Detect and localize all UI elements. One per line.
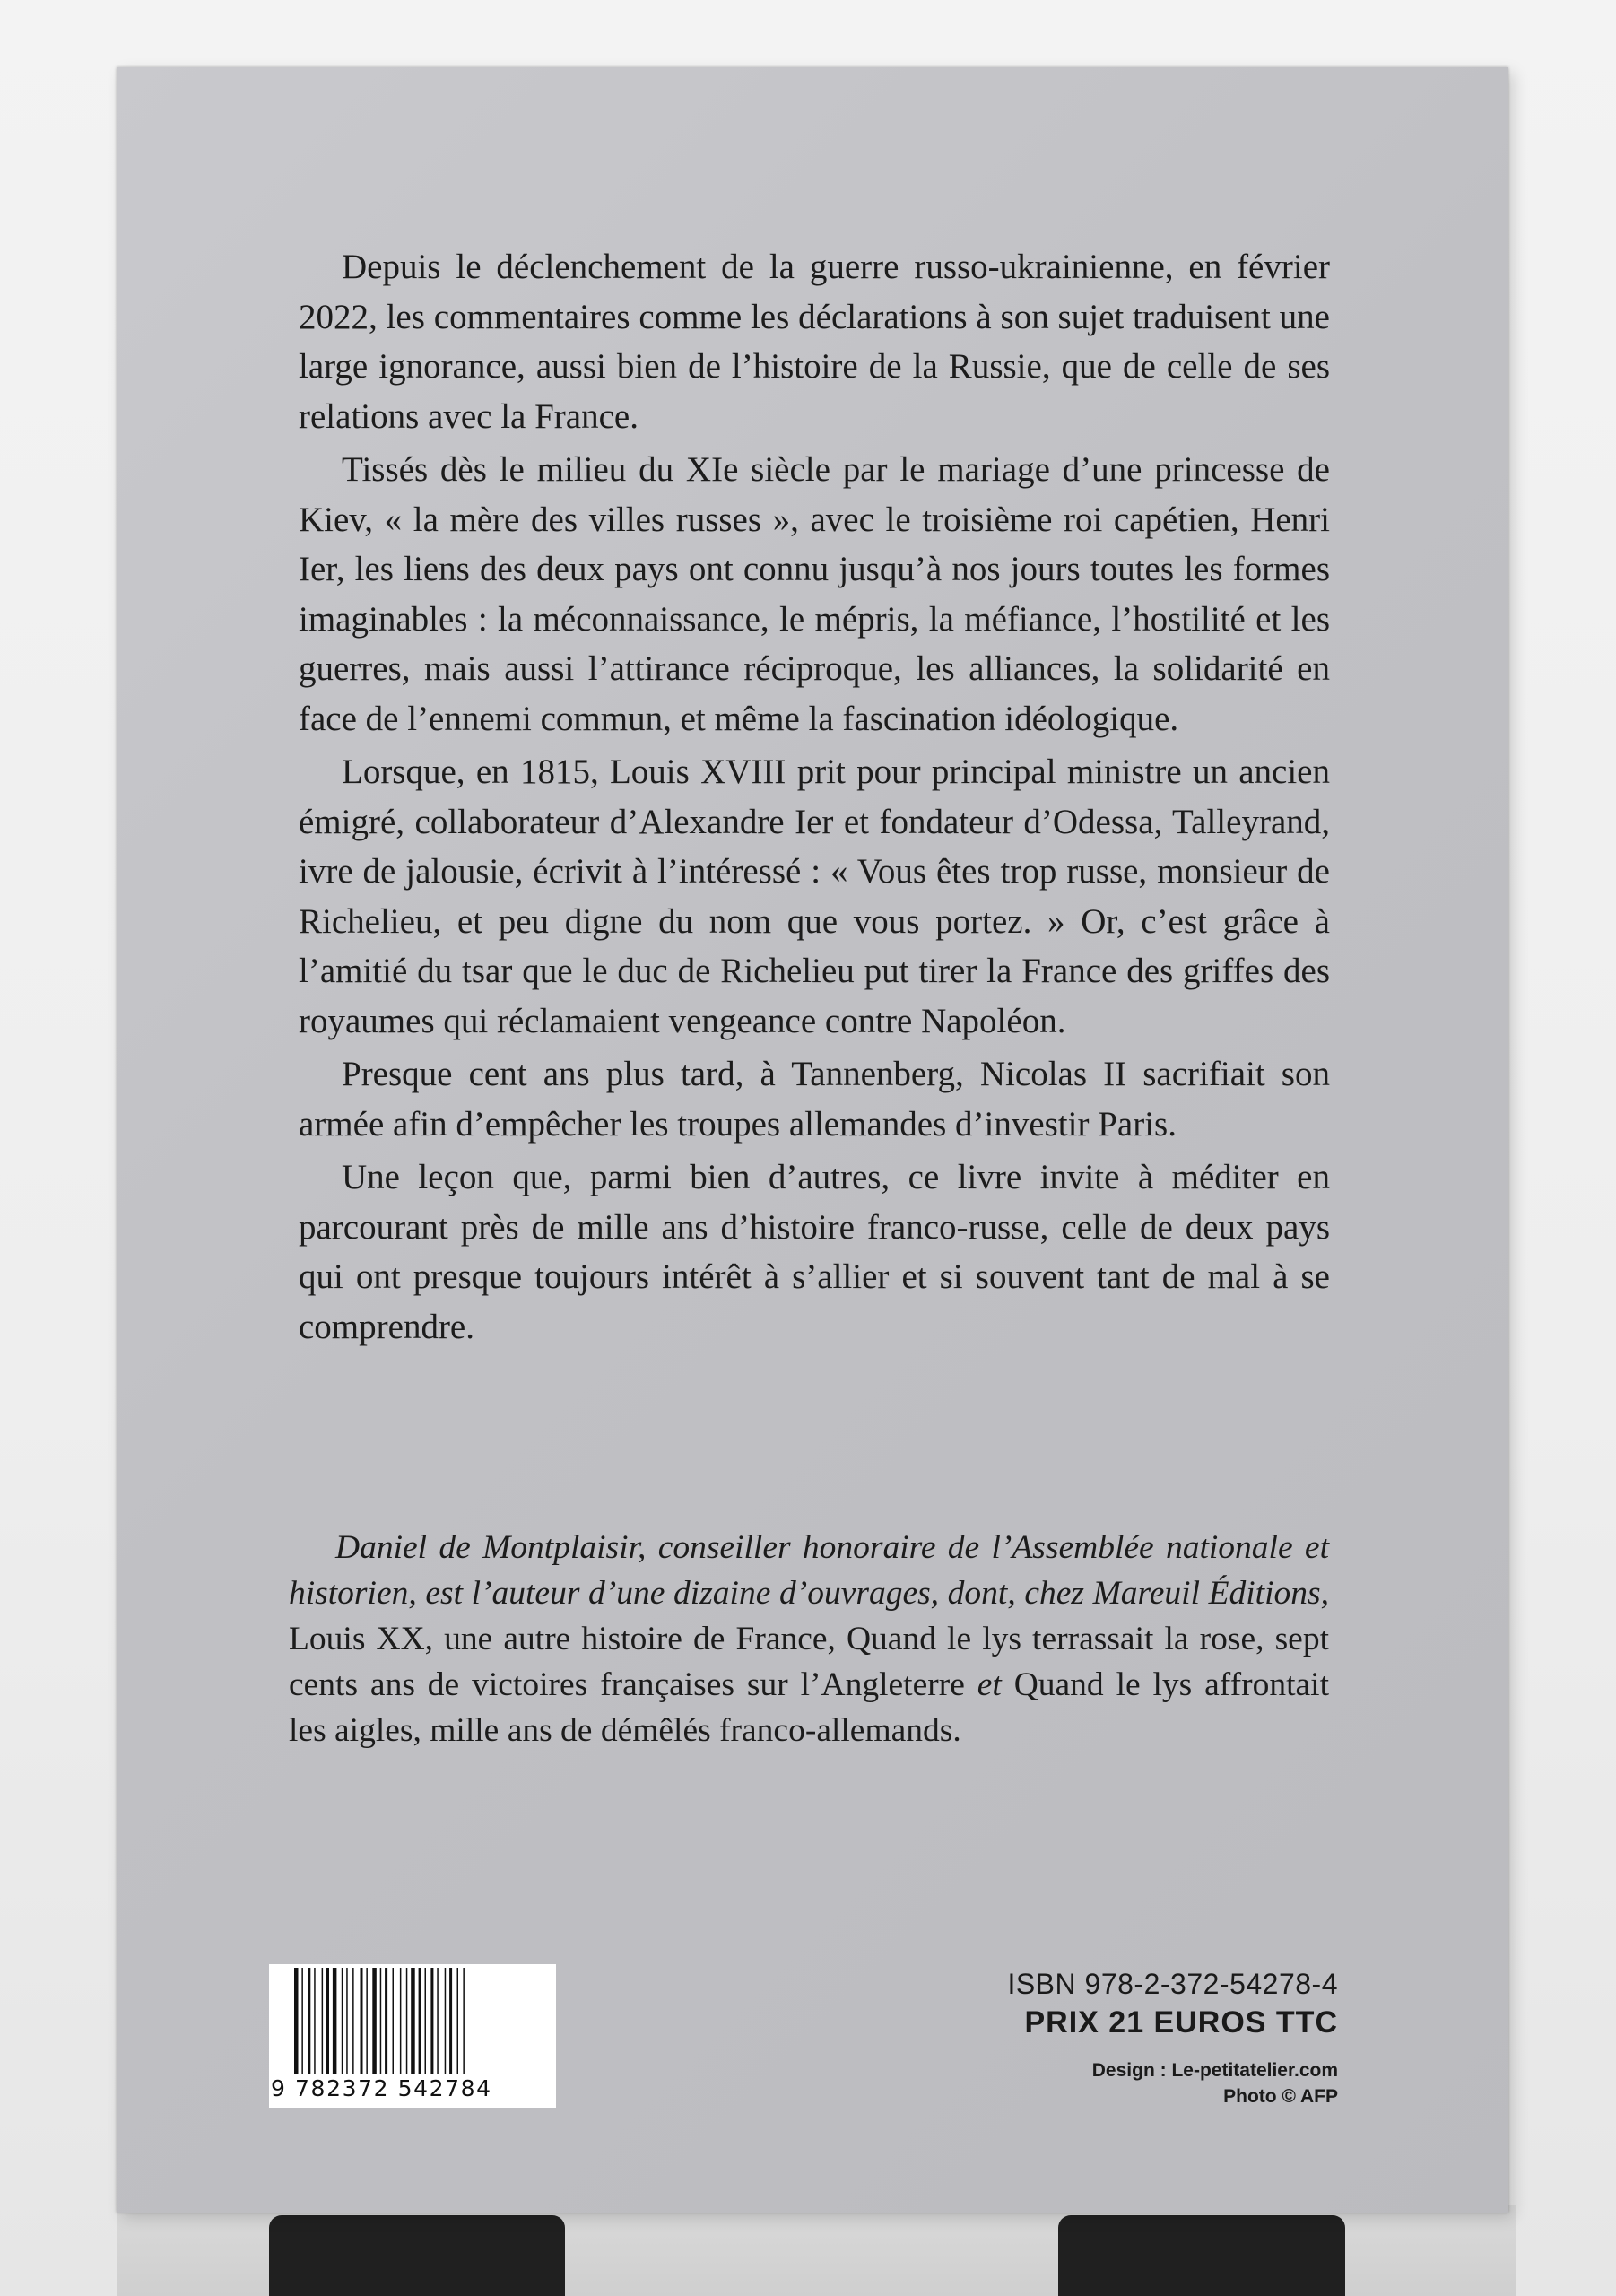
barcode-bar (449, 1968, 452, 2074)
blurb-paragraph-3: Lorsque, en 1815, Louis XVIII prit pour principal ministre un ancien émigré, collaborateur d’Alexandre Ier et fondateur d’Odessa, Talleyrand, ivre de jalousie, écrivit à l’intéressé : « Vous êtes trop russe, monsieur de Richelieu, et peu digne du nom que vous portez. » Or, c’est grâce à l’amitié du tsar que le duc de Richelieu put tirer la France des griffes des royaumes qui réclamaient vengeance contre Napoléon. (299, 752, 1330, 1040)
barcode-bar (406, 1968, 408, 2074)
barcode-bar (437, 1968, 439, 2074)
barcode-bar (463, 1968, 465, 2074)
barcode-bar (314, 1968, 316, 2074)
author-bio-paragraph (289, 1525, 1329, 1753)
barcode-bar (430, 1968, 433, 2074)
barcode-bar (457, 1968, 459, 2074)
barcode-bar (400, 1968, 402, 2074)
blurb-paragraph-4: Presque cent ans plus tard, à Tannenberg, Nicolas II sacrifiait son armée afin d’empêcher les troupes allemandes d’investir Paris. (299, 1055, 1330, 1144)
barcode-bar (326, 1968, 329, 2074)
barcode-digits: 9 782372 542784 (271, 2075, 492, 2101)
barcode (269, 1964, 556, 2108)
barcode-bar (393, 1968, 395, 2074)
barcode-bar (419, 1968, 421, 2074)
barcode-bars (294, 1968, 545, 2074)
credits (1007, 2057, 1338, 2109)
barcode-bar (346, 1968, 348, 2074)
barcode-bar (380, 1968, 382, 2074)
barcode-bar (411, 1968, 415, 2074)
barcode-bar (308, 1968, 310, 2074)
blurb-paragraph-5: Une leçon que, parmi bien d’autres, ce livre invite à méditer en parcourant près de mille ans d’histoire franco-russe, celle de deux pays qui ont presque toujours intérêt à s’allier et si souvent tant de mal à se comprendre. (299, 1158, 1330, 1346)
author-bio (289, 1525, 1329, 1753)
isbn-number: ISBN 978-2-372-54278-4 (1007, 1968, 1338, 2000)
barcode-bar (322, 1968, 324, 2074)
barcode-bar (333, 1968, 337, 2074)
author-bio-titles-end: Quand le lys affrontait les aigles, mille ans de démêlés franco-allemands. (289, 1666, 1329, 1749)
back-cover-blurb (299, 242, 1330, 1355)
barcode-bar (301, 1968, 303, 2074)
author-bio-titles: Louis XX, une autre histoire de France, Quand le lys terrassait la rose, sept cents ans de victoires françaises sur l’Angleterre (289, 1621, 1329, 1703)
barcode-bar (445, 1968, 447, 2074)
author-bio-intro: Daniel de Montplaisir, conseiller honoraire de l’Assemblée nationale et historien, est l’auteur d’une dizaine d’ouvrages, dont, chez Mareuil Éditions, (289, 1529, 1329, 1612)
barcode-bar (385, 1968, 387, 2074)
barcode-bar (366, 1968, 368, 2074)
design-credit: Design : Le-petitatelier.com (1091, 2060, 1338, 2081)
book-stand-left (269, 2215, 565, 2296)
barcode-bar (372, 1968, 377, 2074)
book-stand-right (1058, 2215, 1345, 2296)
price-label: PRIX 21 EUROS TTC (1024, 2005, 1338, 2039)
barcode-bar (342, 1968, 343, 2074)
barcode-bar (361, 1968, 363, 2074)
barcode-bar (294, 1968, 299, 2074)
author-bio-connector: et (977, 1666, 1002, 1703)
price-block (1007, 1966, 1338, 2109)
barcode-bar (425, 1968, 427, 2074)
blurb-paragraph-2: Tissés dès le milieu du XIe siècle par le mariage d’une princesse de Kiev, « la mère des villes russes », avec le troisième roi capétien, Henri Ier, les liens des deux pays ont connu jusqu’à nos jours toutes les formes imaginables : la méconnaissance, le mépris, la méfiance, l’hostilité et les guerres, mais aussi l’attirance réciproque, les alliances, la solidarité en face de l’ennemi commun, et même la fascination idéologique. (299, 450, 1330, 738)
barcode-bar (352, 1968, 354, 2074)
photo-credit: Photo © AFP (1223, 2086, 1338, 2107)
blurb-paragraph-1: Depuis le déclenchement de la guerre russo-ukrainienne, en février 2022, les commentaires comme les déclarations à son sujet traduisent une large ignorance, aussi bien de l’histoire de la Russie, que de celle de ses relations avec la France. (299, 248, 1330, 436)
